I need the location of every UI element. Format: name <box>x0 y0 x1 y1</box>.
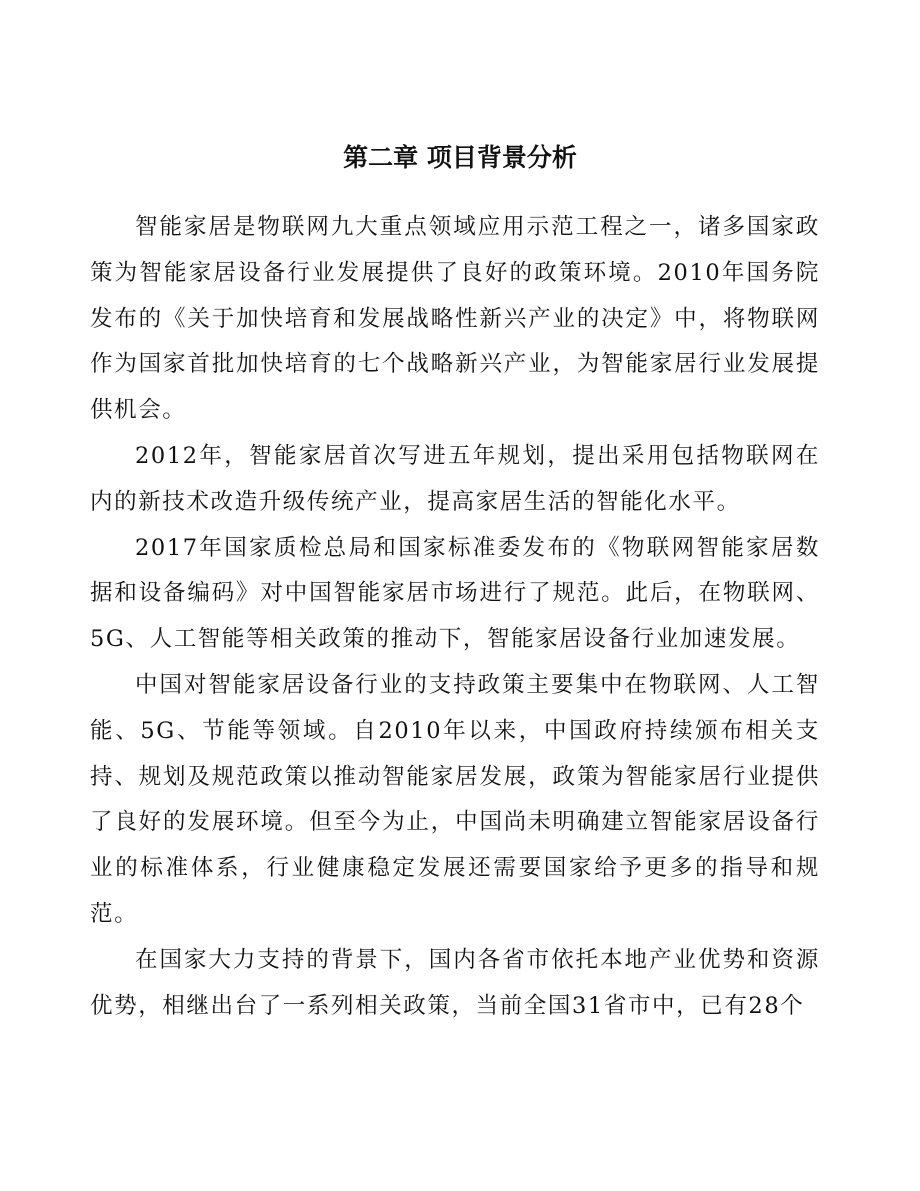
paragraph: 中国对智能家居设备行业的支持政策主要集中在物联网、人工智能、5G、节能等领域。自2010年以来，中国政府持续颁布相关支持、规划及规范政策以推动智能家居发展，政策为智能家居行业提供了良好的发展环境。但至今为止，中国尚未明确建立智能家居设备行业的标准体系，行业健康稳定发展还需要国家给予更多的指导和规范。 <box>90 671 820 927</box>
chapter-title: 第二章 项目背景分析 <box>343 143 577 172</box>
paragraph: 2017年国家质检总局和国家标准委发布的《物联网智能家居数据和设备编码》对中国智能家居市场进行了规范。此后，在物联网、5G、人工智能等相关政策的推动下，智能家居设备行业加速发展。 <box>90 534 820 653</box>
paragraph: 2012年，智能家居首次写进五年规划，提出采用包括物联网在内的新技术改造升级传统产业，提高家居生活的智能化水平。 <box>90 442 820 515</box>
document-body <box>90 205 820 1029</box>
paragraph: 在国家大力支持的背景下，国内各省市依托本地产业优势和资源优势，相继出台了一系列相关政策，当前全国31省市中，已有28个 <box>90 946 820 1019</box>
paragraph: 智能家居是物联网九大重点领域应用示范工程之一，诸多国家政策为智能家居设备行业发展提供了良好的政策环境。2010年国务院发布的《关于加快培育和发展战略性新兴产业的决定》中，将物联网作为国家首批加快培育的七个战略新兴产业，为智能家居行业发展提供机会。 <box>90 214 820 424</box>
